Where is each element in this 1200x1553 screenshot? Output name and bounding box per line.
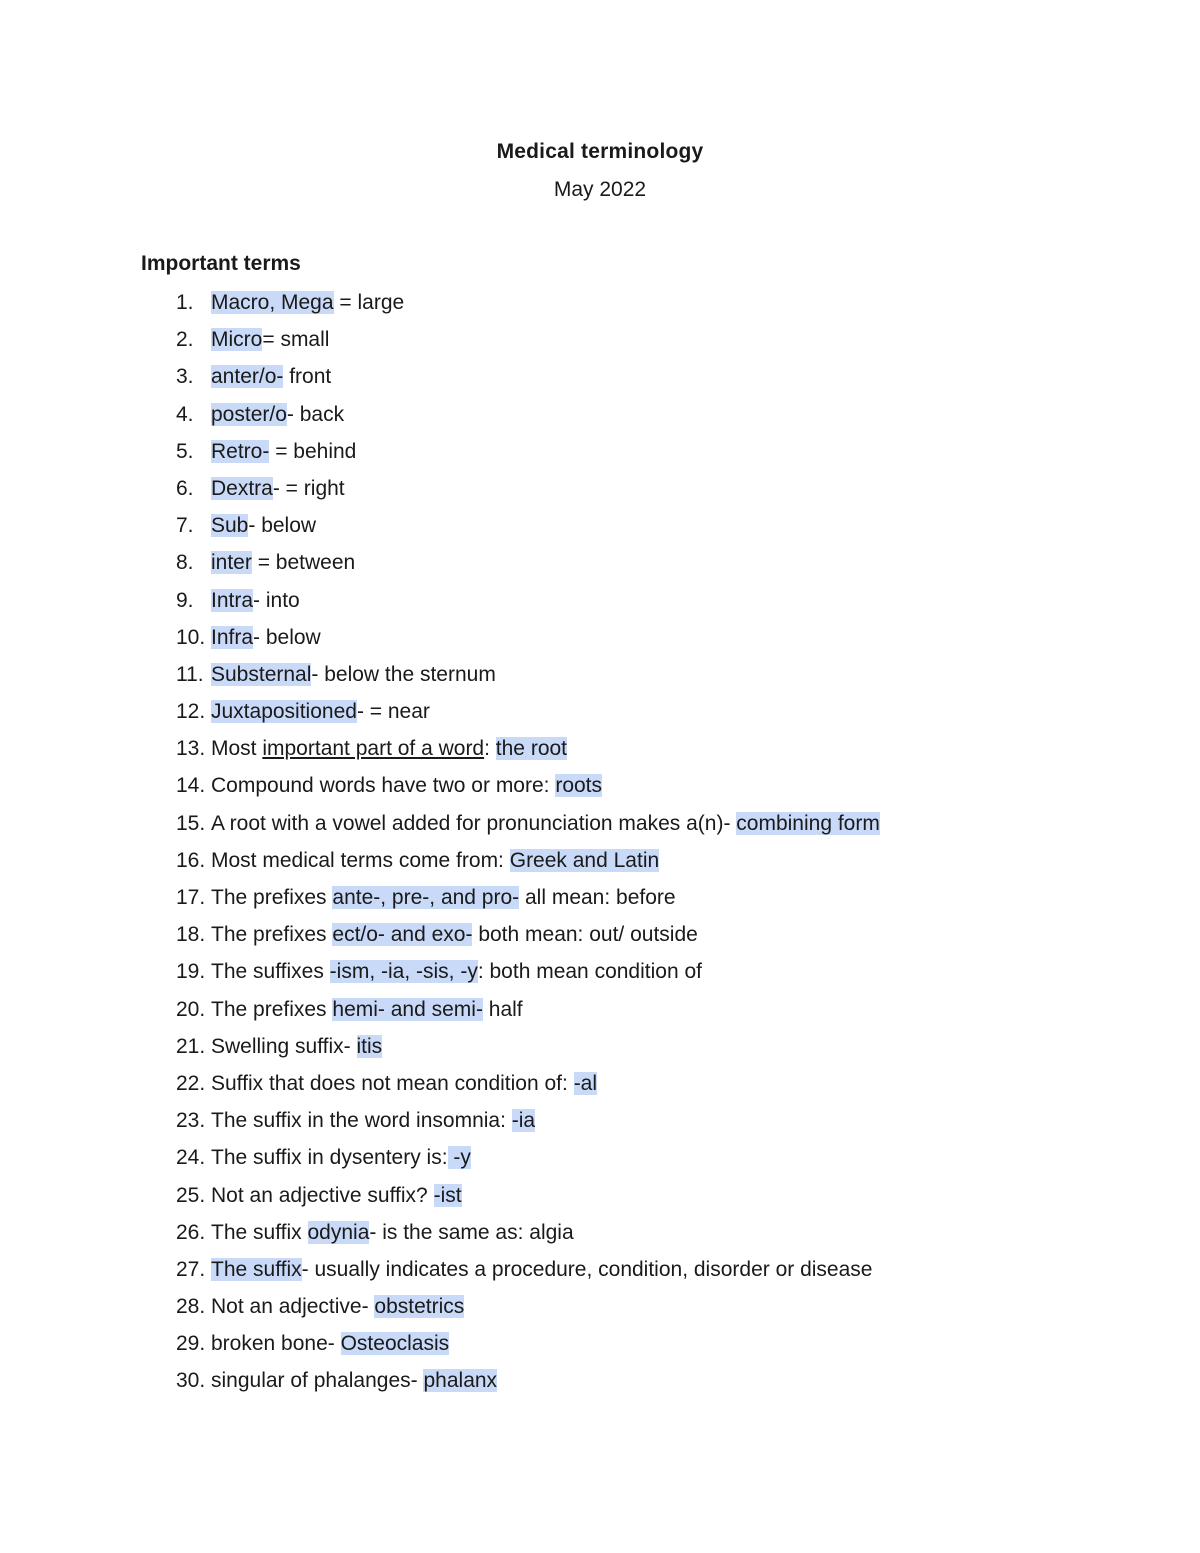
list-item-text (211, 772, 602, 800)
list-item-text (211, 1033, 382, 1061)
text-segment: broken bone- (211, 1332, 341, 1356)
list-item-number: 23. (176, 1109, 206, 1133)
list-item-text (211, 958, 702, 986)
section-heading: Important terms (141, 252, 301, 275)
text-segment: - usually indicates a procedure, condition, disorder or disease (301, 1257, 873, 1281)
text-segment: half (482, 997, 523, 1021)
text-segment: = large (333, 291, 405, 314)
list-item-text (211, 1070, 597, 1098)
text-segment: : (484, 737, 496, 761)
highlighted-text: odynia (307, 1220, 370, 1244)
list-item-number: 2. (176, 328, 194, 352)
text-segment: all mean: before (519, 886, 676, 909)
highlighted-text: Infra (211, 625, 254, 649)
text-segment: Suffix that does not mean condition of: (211, 1071, 574, 1095)
highlighted-text: Dextra (211, 476, 273, 500)
list-item-text (211, 438, 356, 466)
highlighted-text: -ism, -ia, -sis, -y (329, 960, 478, 984)
list-item-text (211, 289, 404, 317)
document-title: Medical terminology (496, 140, 704, 163)
highlighted-text: Juxtapositioned (211, 700, 357, 724)
text-segment: - = near (356, 700, 430, 724)
list-item-text (211, 921, 698, 949)
text-segment: The prefixes (211, 886, 333, 909)
highlighted-text: combining form (736, 811, 880, 835)
list-item-number: 8. (176, 551, 194, 575)
highlighted-text: inter (211, 551, 252, 575)
text-segment: - below the sternum (311, 662, 496, 686)
list-item-text (211, 587, 300, 615)
text-segment: A root with a vowel added for pronunciation makes a(n)- (211, 811, 737, 835)
highlighted-text: -al (573, 1071, 598, 1095)
list-item-text (211, 1182, 462, 1210)
highlighted-text: The suffix (211, 1257, 302, 1281)
text-segment: : both mean condition of (477, 960, 702, 984)
list-item-text (211, 884, 676, 912)
highlighted-text: Intra (211, 588, 254, 612)
text-segment: = behind (269, 439, 357, 463)
list-item-number: 12. (176, 700, 206, 724)
text-segment: Not an adjective suffix? (211, 1183, 434, 1207)
list-item-number: 13. (176, 737, 206, 761)
text-segment: The prefixes (211, 997, 333, 1021)
list-item-text (211, 512, 316, 540)
list-item-text (211, 735, 567, 763)
underlined-text: important part of a word (262, 737, 485, 761)
text-segment: Most (211, 737, 263, 761)
list-item-text (211, 1367, 497, 1395)
list-item-number: 25. (176, 1183, 206, 1207)
text-segment: - below (253, 625, 321, 649)
list-item-text (211, 1219, 574, 1247)
document-date: May 2022 (553, 178, 647, 201)
list-item-text (211, 1293, 464, 1321)
text-segment: - below (248, 514, 317, 538)
list-item-number: 22. (176, 1071, 206, 1095)
list-item-text (211, 1144, 471, 1172)
highlighted-text: Macro, Mega (211, 291, 334, 314)
text-segment: Not an adjective- (211, 1295, 375, 1319)
text-segment: The suffixes (211, 960, 330, 984)
list-item-number: 4. (176, 402, 194, 426)
list-item-text (211, 698, 430, 726)
text-segment: The prefixes (211, 923, 333, 947)
text-segment: both mean: out/ outside (472, 923, 698, 947)
list-item-text (211, 1330, 449, 1358)
list-item-number: 21. (176, 1034, 206, 1058)
highlighted-text: -y (447, 1146, 471, 1170)
list-item-number: 5. (176, 439, 194, 463)
list-item-number: 27. (176, 1257, 206, 1281)
highlighted-text: hemi- and semi- (332, 997, 483, 1021)
text-segment: The suffix (211, 1220, 308, 1244)
highlighted-text: Greek and Latin (509, 848, 660, 872)
text-segment: Compound words have two or more: (211, 774, 556, 798)
highlighted-text: ante-, pre-, and pro- (332, 886, 520, 909)
list-item-text (211, 847, 659, 875)
list-item-number: 29. (176, 1332, 206, 1356)
list-item-number: 17. (176, 886, 206, 909)
list-item-text (211, 363, 331, 391)
list-item-text (211, 661, 496, 689)
highlighted-text: phalanx (423, 1369, 498, 1393)
text-segment: - = right (272, 476, 345, 500)
list-item-text (211, 996, 523, 1024)
list-item-number: 20. (176, 997, 206, 1021)
list-item-number: 24. (176, 1146, 206, 1170)
highlighted-text: Retro- (211, 439, 270, 463)
text-segment: = between (251, 551, 356, 575)
list-item-number: 18. (176, 923, 206, 947)
text-segment: Swelling suffix- (211, 1034, 357, 1058)
highlighted-text: anter/o- (211, 365, 284, 389)
list-item-text (211, 549, 355, 577)
text-segment: - into (253, 588, 300, 612)
highlighted-text: Osteoclasis (340, 1332, 450, 1356)
list-item-text (211, 401, 344, 429)
list-item-text (211, 810, 880, 838)
highlighted-text: Micro (211, 328, 263, 352)
list-item-number: 14. (176, 774, 206, 798)
list-item-number: 7. (176, 514, 194, 538)
highlighted-text: itis (356, 1034, 383, 1058)
list-item-number: 16. (176, 848, 206, 872)
text-segment: = small (262, 328, 330, 352)
text-segment: - is the same as: algia (369, 1220, 574, 1244)
highlighted-text: -ist (433, 1183, 462, 1207)
list-item-number: 26. (176, 1220, 206, 1244)
list-item-number: 3. (176, 365, 194, 389)
list-item-number: 28. (176, 1295, 206, 1319)
highlighted-text: Sub (211, 514, 249, 538)
highlighted-text: roots (555, 774, 603, 798)
list-item-number: 15. (176, 811, 206, 835)
list-item-number: 30. (176, 1369, 206, 1393)
list-item-text (211, 1256, 872, 1284)
list-item-number: 9. (176, 588, 194, 612)
list-item-number: 10. (176, 625, 206, 649)
list-item-number: 6. (176, 476, 194, 500)
highlighted-text: ect/o- and exo- (332, 923, 473, 947)
list-item-text (211, 475, 345, 503)
text-segment: Most medical terms come from: (211, 848, 510, 872)
list-item-number: 11. (176, 662, 204, 686)
text-segment: front (283, 365, 332, 389)
text-segment: The suffix in the word insomnia: (211, 1109, 512, 1133)
highlighted-text: Substernal (211, 662, 312, 686)
text-segment: - back (286, 402, 345, 426)
list-item-text (211, 1107, 535, 1135)
highlighted-text: poster/o (211, 402, 287, 426)
highlighted-text: -ia (511, 1109, 536, 1133)
list-item-number: 1. (176, 291, 194, 314)
text-segment: The suffix in dysentery is: (211, 1146, 448, 1170)
highlighted-text: the root (495, 737, 568, 761)
list-item-text (211, 624, 321, 652)
text-segment: singular of phalanges- (211, 1369, 424, 1393)
highlighted-text: obstetrics (374, 1295, 465, 1319)
list-item-text (211, 326, 329, 354)
list-item-number: 19. (176, 960, 206, 984)
